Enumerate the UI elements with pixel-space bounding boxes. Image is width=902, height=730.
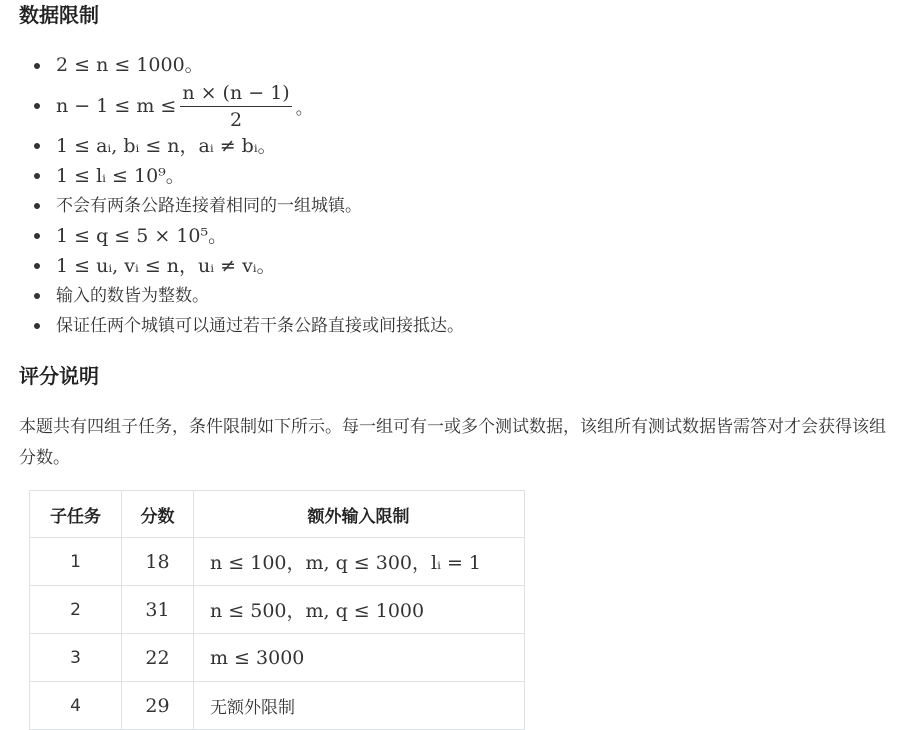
scoring-description: 本题共有四组子任务，条件限制如下所示。每一组可有一或多个测试数据，该组所有测试数据皆需答对才会获得该组分数。 (19, 417, 886, 468)
header-extra-limit: 额外输入限制 (194, 491, 525, 538)
cell-limit: 无额外限制 (210, 698, 295, 718)
limit-item-ab-range (34, 131, 464, 161)
cell-subtask: 3 (30, 634, 122, 682)
cell-score: 22 (145, 646, 170, 669)
cell-limit: n ≤ 100，m, q ≤ 300，lᵢ = 1 (210, 552, 482, 574)
limit-text: 输入的数皆为整数。 (56, 286, 209, 306)
section-title-data-limits: 数据限制 (19, 3, 99, 27)
fraction (180, 82, 291, 131)
limits-list (34, 50, 464, 341)
subtask-table (29, 490, 525, 730)
limit-item-connectivity (34, 311, 464, 341)
limit-item-m-range (34, 81, 464, 131)
cell-score: 18 (145, 550, 170, 573)
cell-limit: m ≤ 3000 (210, 646, 305, 669)
cell-subtask: 1 (30, 538, 122, 586)
limit-text: 不会有两条公路连接着相同的一组城镇。 (56, 196, 362, 216)
limit-item-l-range (34, 161, 464, 191)
limit-text: 1 ≤ aᵢ, bᵢ ≤ n，aᵢ ≠ bᵢ。 (56, 135, 277, 157)
cell-score: 31 (145, 598, 170, 621)
limit-item-integers (34, 281, 464, 311)
limit-text: 1 ≤ lᵢ ≤ 10⁹。 (56, 165, 185, 187)
section-title-scoring: 评分说明 (19, 364, 99, 388)
table-row (30, 538, 525, 586)
limit-text-tail: 。 (295, 98, 313, 119)
header-subtask: 子任务 (30, 491, 122, 538)
table-row (30, 634, 525, 682)
table-row (30, 682, 525, 730)
limit-text: 1 ≤ q ≤ 5 × 10⁵。 (56, 225, 228, 247)
limit-item-n-range (34, 50, 464, 81)
fraction-numerator: n × (n − 1) (180, 82, 291, 107)
cell-score: 29 (145, 694, 170, 717)
table-header-row (30, 491, 525, 538)
limit-text: 1 ≤ uᵢ, vᵢ ≤ n，uᵢ ≠ vᵢ。 (56, 255, 276, 277)
limit-text-lhs: n − 1 ≤ m ≤ (56, 95, 177, 117)
limit-item-uv-range (34, 251, 464, 281)
limit-item-q-range (34, 221, 464, 251)
cell-limit: n ≤ 500，m, q ≤ 1000 (210, 600, 425, 622)
header-score: 分数 (122, 491, 194, 538)
table-row (30, 586, 525, 634)
fraction-denominator: 2 (229, 108, 243, 131)
limit-text: 2 ≤ n ≤ 1000。 (56, 54, 204, 76)
limit-text: 保证任两个城镇可以通过若干条公路直接或间接抵达。 (56, 316, 464, 336)
cell-subtask: 4 (30, 682, 122, 730)
cell-subtask: 2 (30, 586, 122, 634)
limit-item-no-duplicate-roads (34, 191, 464, 221)
